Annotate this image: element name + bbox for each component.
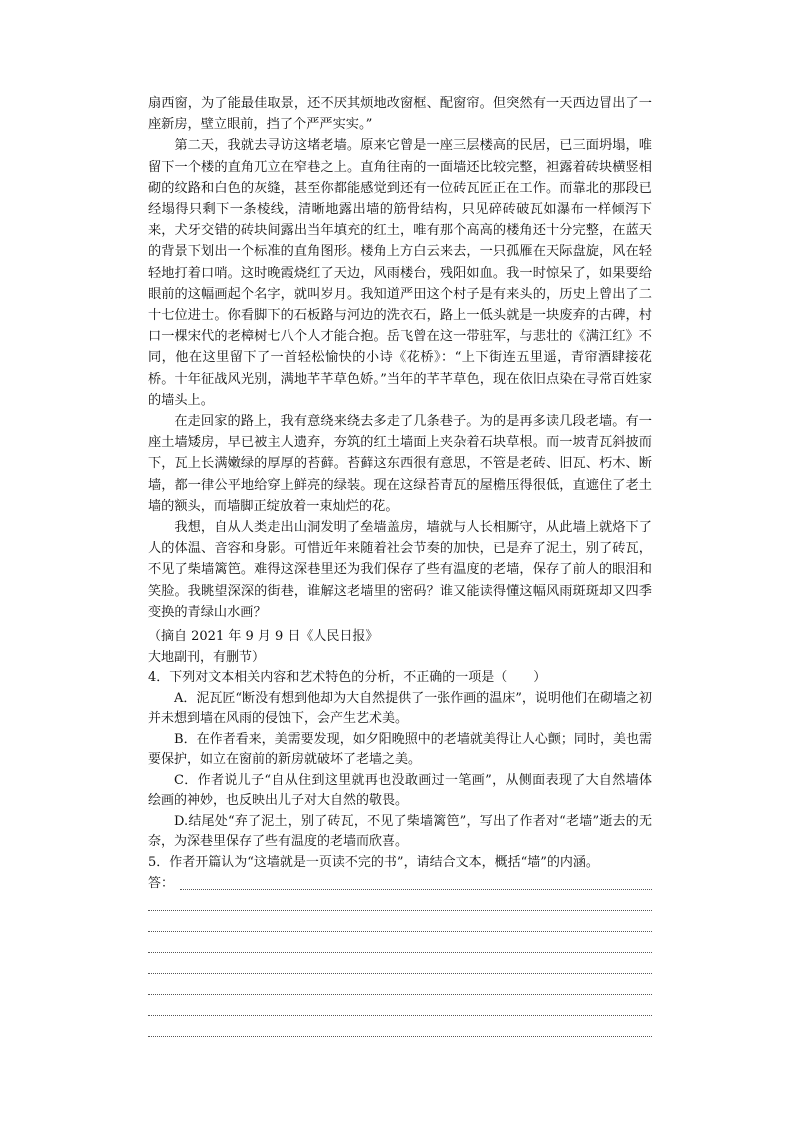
answer-line-row [148,894,652,915]
article-paragraph-1: 第二天，我就去寻访这堵老墙。原来它曾是一座三层楼高的民居，已三面坍塌，唯留下一个楼的直角兀立在窄巷之上。直角往南的一面墙还比较完整，袒露着砖块横竖相砌的纹路和白色的灰缝，甚至你都能感觉到还有一位砖瓦匠正在工作。而靠北的那段已经塌得只剩下一条棱线，清晰地露出墙的筋骨结构，只见碎砖破瓦如瀑布一样倾泻下来，犬牙交错的砖块间露出当年填充的红土，唯有那个高高的楼角还十分完整，在蓝天的背景下划出一个标准的直角图形。楼角上方白云来去，一只孤雁在天际盘旋，风在轻轻地打着口哨。这时晚霞烧红了天边，风雨楼台，残阳如血。我一时惊呆了，如果要给眼前的这幅画起个名字，就叫岁月。我知道严田这个村子是有来头的，历史上曾出了二十七位进士。你看脚下的石板路与河边的洗衣石，路上一低头就是一块废弃的古碑，村口一棵宋代的老樟树七八个人才能合抱。岳飞曾在这一带驻军，与悲壮的《满江红》不同，他在这里留下了一首轻松愉快的小诗《花桥》：“上下街连五里遥，青帘酒肆接花桥。十年征战风光别，满地芊芊草色娇。”当年的芊芊草色，现在依旧点染在寻常百姓家的墙头上。 [148,138,652,408]
answer-line[interactable] [148,1024,652,1037]
question-4-option-b: B．在作者看来，美需要发现，如夕阳晚照中的老墙就美得让人心颤；同时，美也需要保护，如立在窗前的新房就破坏了老墙之美。 [148,731,652,768]
answer-row [148,873,652,894]
article-paragraph-2: 在走回家的路上，我有意绕来绕去多走了几条巷子。为的是再多读几段老墙。有一座土墙矮房，早已被主人遗弃，夯筑的红土墙面上夹杂着石块草根。而一坡青瓦斜披而下，瓦上长满嫩绿的厚厚的苔藓。苔藓这东西很有意思，不管是老砖、旧瓦、朽木、断墙，都一律公平地给穿上鲜亮的绿装。现在这绿苔青瓦的屋檐压得很低，直遮住了老土墙的额头，而墙脚正绽放着一束灿烂的花。 [148,414,652,514]
answer-line-row [148,978,652,999]
answer-line-row [148,957,652,978]
question-4-option-a: A．泥瓦匠“断没有想到他却为大自然提供了一张作画的温床”，说明他们在砌墙之初并未想到墙在风雨的侵蚀下，会产生艺术美。 [148,690,652,727]
answer-line[interactable] [148,982,652,995]
answer-line-row [148,936,652,957]
answer-line-row [148,1020,652,1041]
article-paragraph-3: 我想，自从人类走出山洞发明了垒墙盖房，墙就与人长相厮守，从此墙上就烙下了人的体温、音容和身影。可惜近年来随着社会节奏的加快，已是弃了泥土，别了砖瓦，不见了柴墙篱笆。难得这深巷里还为我们保存了些有温度的老墙，保存了前人的眼泪和笑脸。我眺望深深的街巷，谁解这老墙里的密码？谁又能读得懂这幅风雨斑斑却又四季变换的青绿山水画？ [148,520,652,620]
answer-line[interactable] [180,877,652,890]
question-4-option-d: D.结尾处“弃了泥土，别了砖瓦，不见了柴墙篱笆”，写出了作者对“老墙”逝去的无奈，为深巷里保存了些有温度的老墙而欣喜。 [148,813,652,850]
article-source-line-2: 大地副刊，有删节） [148,650,266,666]
answer-line[interactable] [148,898,652,911]
article-source-line-1: （摘自 2021 年 9 月 9 日《人民日报》 [148,629,379,645]
answer-line[interactable] [148,1003,652,1016]
document-page [148,93,652,1041]
question-4: 4．下列对文本相关内容和艺术特色的分析，不正确的一项是（ ） [148,670,547,686]
answer-line[interactable] [148,919,652,932]
question-5: 5．作者开篇认为“这墙就是一页读不完的书”，请结合文本，概括“墙”的内涵。 [148,854,599,870]
answer-line[interactable] [148,961,652,974]
answer-line-row [148,915,652,936]
article-paragraph-0: 扇西窗，为了能最佳取景，还不厌其烦地改窗框、配窗帘。但突然有一天西边冒出了一座新房，壁立眼前，挡了个严严实实。” [148,96,652,133]
answer-label: 答： [148,876,175,892]
answer-line[interactable] [148,940,652,953]
question-4-option-c: C．作者说儿子“自从住到这里就再也没敢画过一笔画”，从侧面表现了大自然墙体绘画的神妙，也反映出儿子对大自然的敬畏。 [148,772,652,809]
answer-line-row [148,999,652,1020]
